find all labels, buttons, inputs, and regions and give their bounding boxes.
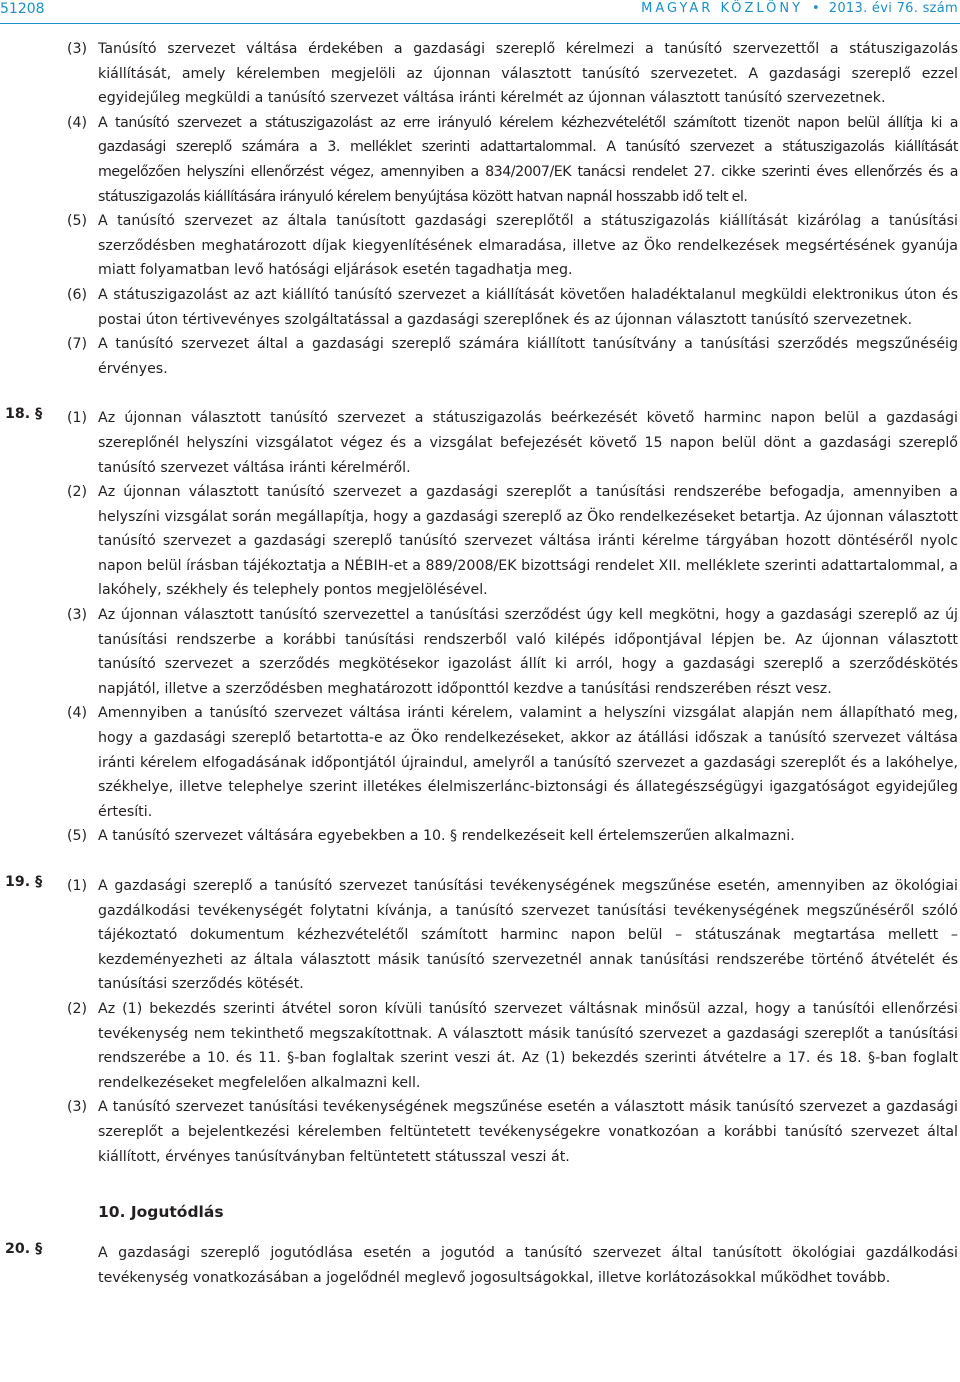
paragraph-text: A tanúsító szervezet az általa tanúsított gazdasági szereplőtől a státuszigazolás kiállítását kizárólag a tanúsítási szerződésben meghatározott díjak kiegyenlítésének elmaradása, illetve az Öko rendelkezések megsértésének gyanúja miatt folyamatban levő hatósági eljárások esetén tagadhatja meg. bbox=[98, 213, 958, 279]
paragraph-text: A tanúsító szervezet által a gazdasági szereplő számára kiállított tanúsítvány a tanúsítási szerződés megszűnéséig érvényes. bbox=[98, 336, 958, 377]
document-body bbox=[0, 37, 960, 1290]
page-number: 51208 bbox=[0, 1, 45, 17]
paragraph-text: Amennyiben a tanúsító szervezet váltása iránti kérelem, valamint a helyszíni vizsgálat alapján nem állapítható meg, hogy a gazdasági szereplő betartotta-e az Öko rendelkezéseket, akkor az átállási időszak a tanúsító szervezet váltása iránti kérelem elfogadásának időpontjától újraindul, amelyről a tanúsító szervezet a gazdasági szereplőt és a lakóhelye, székhelye, illetve telephelye szerint illetékes élelmiszerlánc-biztonsági és állategészségügyi igazgatóságot egyidejűleg értesíti. bbox=[98, 705, 958, 820]
paragraph-number: (3) bbox=[67, 1099, 88, 1116]
running-head: MAGYAR KÖZLÖNY • 2013. évi 76. szám bbox=[641, 1, 958, 16]
paragraph-text: Az újonnan választott tanúsító szervezettel a tanúsítási szerződést úgy kell megkötni, hogy a gazdasági szereplő az új tanúsítási rendszerbe a korábbi tanúsítási rendszerből való kilépés időpontjával lépjen be. Az újonnan választott tanúsító szervezet a szerződés megkötésekor igazolást állít ki arról, hogy a gazdasági szereplő a szerződéskötés napjától, illetve a szerződésben meghatározott időponttól kezdve a tanúsítási rendszerében részt vesz. bbox=[98, 607, 958, 697]
paragraph bbox=[0, 111, 960, 209]
paragraph-number: (4) bbox=[67, 705, 88, 722]
paragraph-text: Az újonnan választott tanúsító szervezet a státuszigazolás beérkezését követő harminc napon belül a gazdasági szereplőnél helyszíni vizsgálatot végez és a vizsgálat befejezését követő 15 napon belül dönt a gazdasági szereplő tanúsító szervezet váltása iránti kérelméről. bbox=[98, 410, 958, 476]
paragraph bbox=[0, 997, 960, 1095]
paragraph-number: (3) bbox=[67, 41, 88, 57]
paragraph-number: (3) bbox=[67, 607, 88, 624]
section-17-continued bbox=[0, 37, 960, 381]
paragraph bbox=[0, 37, 960, 111]
paragraph-text: A gazdasági szereplő jogutódlása esetén a jogutód a tanúsító szervezet által tanúsított ökológiai gazdálkodási tevékenység vonatkozásában a jogelődnél meglevő jogosultságokkal, illetve korlátozásokkal működhet tovább. bbox=[98, 1245, 958, 1286]
paragraph bbox=[0, 874, 960, 997]
paragraph-text: A gazdasági szereplő a tanúsító szervezet tanúsítási tevékenységének megszűnése esetén, amennyiben az ökológiai gazdálkodási tevékenységét folytatni kívánja, a tanúsító szervezet tanúsítási tevékenységének megszűnéséről szóló tájékoztató dokumentum kézhezvételétől számított harminc napon belül – státuszának megtartása mellett – kezdeményezheti az általa választott másik tanúsító szervezetnél annak tanúsítási rendszerébe történő átvételét és tanúsítási szerződés kötését. bbox=[98, 878, 958, 993]
paragraph-text: Az újonnan választott tanúsító szervezet a gazdasági szereplőt a tanúsítási rendszerébe befogadja, amennyiben a helyszíni vizsgálat során megállapítja, hogy a gazdasági szereplő az Öko rendelkezéseket betartja. Az újonnan választott tanúsító szervezet a gazdasági szereplő tanúsító szervezet váltása iránti kérelme tárgyában hozott döntéséről nyolc napon belül írásban tájékoztatja a NÉBIH-et a 889/2008/EK bizottsági rendelet XII. melléklete szerinti adattartalommal, a lakóhely, székhely és telephely pontos megjelölésével. bbox=[98, 484, 958, 599]
section-label: 18. § bbox=[5, 406, 43, 423]
section-20 bbox=[0, 1241, 960, 1290]
section-label: 20. § bbox=[5, 1241, 43, 1258]
paragraph-number: (7) bbox=[67, 336, 88, 353]
section-19 bbox=[0, 874, 960, 1169]
paragraph-number: (2) bbox=[67, 484, 88, 501]
subheading: 10. Jogutódlás bbox=[98, 1203, 224, 1222]
paragraph-number: (4) bbox=[67, 114, 88, 131]
paragraph-text: A tanúsító szervezet tanúsítási tevékenységének megszűnése esetén a választott másik tanúsító szervezet a gazdasági szereplőt a bejelentkezési kérelemben feltüntetett tevékenységekre vonatkozóan a korábbi tanúsító szervezet által kiállított, érvényes tanúsítványban feltüntetett státusszal veszi át. bbox=[98, 1099, 958, 1165]
paragraph-number: (5) bbox=[67, 828, 88, 845]
paragraph bbox=[0, 209, 960, 283]
paragraph bbox=[0, 332, 960, 381]
section-18 bbox=[0, 406, 960, 849]
paragraph bbox=[0, 1095, 960, 1169]
paragraph bbox=[0, 283, 960, 332]
paragraph bbox=[0, 406, 960, 480]
paragraph-text: Tanúsító szervezet váltása érdekében a gazdasági szereplő kérelmezi a tanúsító szervezettől a státuszigazolás kiállítását, amely kérelemben megjelöli az újonnan választott tanúsító szervezetet. A gazdasági szereplő ezzel egyidejűleg megküldi a tanúsító szervezet váltása iránti kérelmét az újonnan választott tanúsító szervezetnek. bbox=[98, 41, 958, 107]
paragraph bbox=[0, 1241, 960, 1290]
paragraph-text: Az (1) bekezdés szerinti átvétel soron kívüli tanúsító szervezet váltásnak minősül azzal, hogy a tanúsítói ellenőrzési tevékenység nem tekinthető megszakítottnak. A választott másik tanúsító szervezet a gazdasági szereplőt a tanúsítási rendszerébe a 10. és 11. §-ban foglaltak szerint veszi át. Az (1) bekezdés szerinti átvételre a 17. és 18. §-ban foglalt rendelkezéseket megfelelően alkalmazni kell. bbox=[98, 1000, 958, 1091]
paragraph bbox=[0, 824, 960, 849]
page-header bbox=[0, 0, 960, 22]
paragraph bbox=[0, 480, 960, 603]
paragraph-number: (2) bbox=[67, 1000, 88, 1017]
header-rule bbox=[0, 23, 960, 24]
paragraph-text: A tanúsító szervezet váltására egyebekben a 10. § rendelkezéseit kell értelemszerűen alkalmazni. bbox=[98, 828, 795, 845]
paragraph-number: (6) bbox=[67, 286, 88, 303]
issue-number: 2013. évi 76. szám bbox=[828, 1, 958, 16]
paragraph-number: (1) bbox=[67, 410, 88, 427]
paragraph-text: A státuszigazolást az azt kiállító tanúsító szervezet a kiállítását követően haladéktalanul megküldi elektronikus úton és postai úton tértivevényes szolgáltatással a gazdasági szereplőnek és az újonnan választott tanúsító szervezetnek. bbox=[98, 286, 958, 328]
paragraph bbox=[0, 603, 960, 701]
section-label: 19. § bbox=[5, 874, 43, 890]
paragraph-text: A tanúsító szervezet a státuszigazolást az erre irányuló kérelem kézhezvételétől számított tizenöt napon belül állítja ki a gazdasági szereplő számára a 3. melléklet szerinti adattartalommal. A tanúsító szervezet a státuszigazolás kiállítását megelőzően helyszíni ellenőrzést végez, amennyiben a 834/2007/EK tanácsi rendelet 27. cikke szerinti éves ellenőrzés és a státuszigazolás kiállítására irányuló kérelem benyújtása között hatvan napnál hosszabb idő telt el. bbox=[98, 114, 958, 205]
paragraph-number: (1) bbox=[67, 878, 88, 894]
paragraph bbox=[0, 701, 960, 824]
journal-title: MAGYAR KÖZLÖNY bbox=[641, 1, 804, 16]
paragraph-number: (5) bbox=[67, 213, 88, 230]
